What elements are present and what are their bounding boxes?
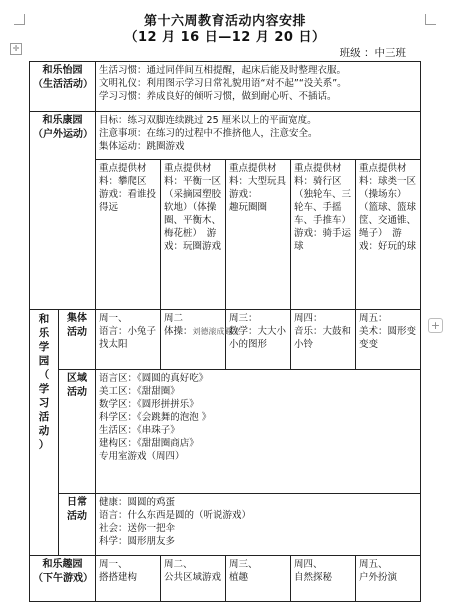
handwritten-note: 刘德滚成蹦立 — [192, 327, 241, 336]
group-day-cell: 周四： 音乐：大鼓和小铃 — [291, 310, 356, 370]
outdoor-material-cell: 重点提供材料：平衡一区（采摘园塑胶软地）（体操圈、平衡木、梅花桩） 游戏：玩圈游戏 — [161, 160, 226, 310]
area-line: 美工区：《甜甜圈》 — [99, 386, 180, 397]
area-line: 专用室游戏（周四） — [99, 451, 185, 462]
outdoor-material-cell: 重点提供材料：攀爬区 游戏：看谁投得远 — [96, 160, 161, 310]
area-line: 数学区：《圆形拼拼乐》 — [99, 399, 199, 410]
outdoor-goals — [96, 112, 421, 160]
document-title: 第十六周教育活动内容安排 — [143, 14, 306, 29]
subsection-title-area: 区域 活动 — [59, 370, 96, 494]
daily-line: 科学：圆形朋友多 — [99, 536, 176, 547]
row-living — [30, 62, 421, 112]
living-line: 文明礼仪：利用图示学习日常礼貌用语“对不起”“没关系”。 — [99, 78, 347, 89]
living-line: 学习习惯：养成良好的倾听习惯，做到耐心听、不插话。 — [99, 91, 337, 102]
daily-content — [96, 494, 421, 556]
outdoor-goal: 目标：练习双脚连续跳过 25 厘米以上的平面宽度。 — [99, 115, 317, 126]
afternoon-day-cell: 周四、 自然探秘 — [291, 556, 356, 602]
section-title-outdoor: 和乐康园 （户外运动） — [30, 112, 96, 310]
group-day-cell: 周一、 语言：小兔子找太阳 — [96, 310, 161, 370]
area-content — [96, 370, 421, 494]
area-line: 科学区：《会跳舞的泡泡 》 — [99, 412, 212, 423]
afternoon-day-cell: 周三、 植趣 — [226, 556, 291, 602]
class-label: 班级 ：中三班 — [339, 47, 406, 59]
group-day-cell: 周三： 数学：大大小小的图形 — [226, 310, 291, 370]
group-day-cell: 周五： 美术：圆形变变变 — [356, 310, 421, 370]
living-content — [96, 62, 421, 112]
afternoon-day-cell: 周五、 户外扮演 — [356, 556, 421, 602]
section-title-study: 和 乐 学 园 （ 学 习 活 动 ） — [30, 310, 59, 556]
afternoon-day-cell: 周一、 搭搭建构 — [96, 556, 161, 602]
living-line: 生活习惯：通过同伴间互相提醒，起床后能及时整理衣服。 — [99, 65, 347, 76]
row-group-activities — [30, 310, 421, 370]
table-move-handle[interactable]: ✛ — [10, 43, 22, 55]
daily-line: 健康：圆圆的鸡蛋 — [99, 497, 176, 508]
add-column-button[interactable]: + — [428, 318, 443, 333]
schedule-table — [29, 61, 421, 602]
daily-line: 社会：送你一把伞 — [99, 523, 176, 534]
group-day-cell: 周二 体操：刘德滚成蹦立 — [161, 310, 226, 370]
section-title-afternoon: 和乐趣园 （下午游戏） — [30, 556, 96, 602]
row-outdoor-goals — [30, 112, 421, 160]
section-title-living: 和乐怡园 （生活活动） — [30, 62, 96, 112]
area-line: 建构区：《甜甜圈商店》 — [99, 438, 199, 449]
outdoor-material-cell: 重点提供材料：骑行区（独轮车、三轮车、手摇车、手推车）游戏：骑手运球 — [291, 160, 356, 310]
area-line: 语言区：《圆圆的真好吃》 — [99, 373, 209, 384]
row-area-activities — [30, 370, 421, 494]
subsection-title-group: 集体 活动 — [59, 310, 96, 370]
daily-line: 语言：什么东西是圆的（听说游戏） — [99, 510, 252, 521]
subsection-title-daily: 日常 活动 — [59, 494, 96, 556]
area-line: 生活区：《串珠子》 — [99, 425, 180, 436]
outdoor-material-cell: 重点提供材料：大型玩具 游戏： 趣玩圈圈 — [226, 160, 291, 310]
outdoor-material-cell: 重点提供材料：球类一区（操场东）（篮球、篮球筐、交通锥、绳子） 游戏：好玩的球 — [356, 160, 421, 310]
row-daily-activities — [30, 494, 421, 556]
outdoor-note: 注意事项：在练习的过程中不推挤他人，注意安全。 — [99, 128, 318, 139]
outdoor-group: 集体运动：跳圈游戏 — [99, 141, 185, 152]
row-afternoon — [30, 556, 421, 602]
document-subtitle: （12 月 16 日—12 月 20 日） — [124, 30, 326, 45]
afternoon-day-cell: 周二、 公共区域游戏 — [161, 556, 226, 602]
